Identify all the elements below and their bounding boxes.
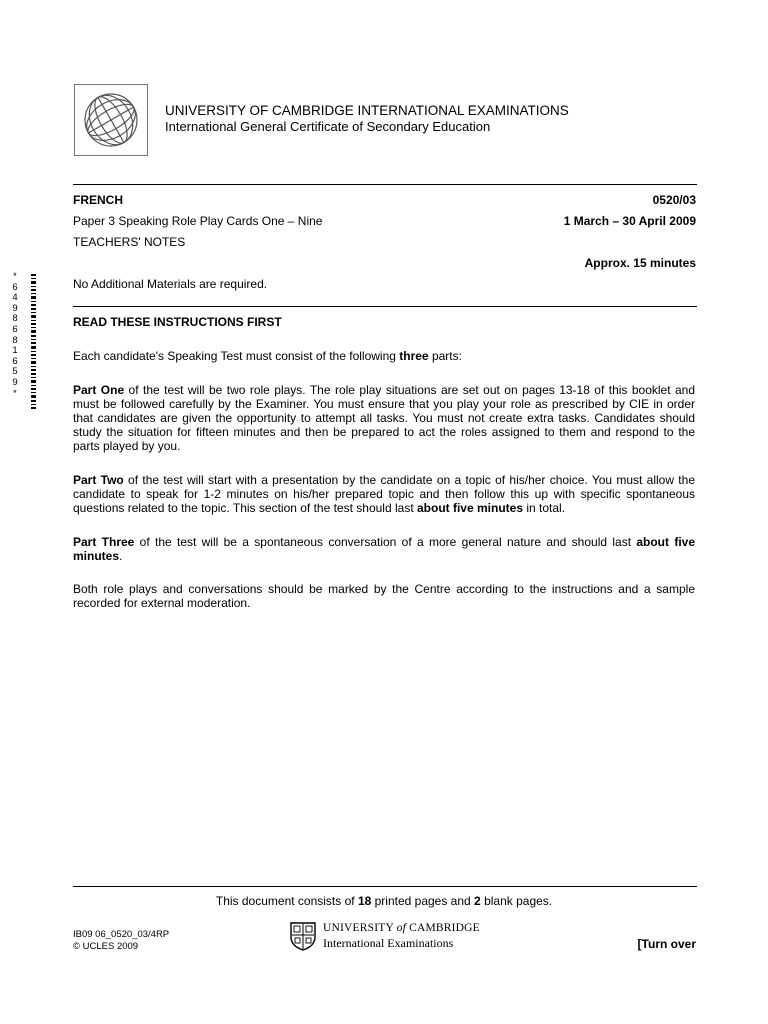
reference-code: IB09 06_0520_03/4RP	[73, 929, 170, 940]
barcode-digit: 6	[12, 355, 18, 367]
reference-block	[73, 929, 169, 953]
materials-note: No Additional Materials are required.	[73, 277, 268, 291]
closing-paragraph: Both role plays and conversations should be marked by the Centre according to the instructions and a sample recorded for external moderation.	[73, 582, 695, 610]
barcode-digit: 9	[12, 302, 18, 314]
barcode-digit: 1	[12, 345, 18, 357]
globe-logo	[74, 84, 148, 156]
top-divider	[73, 184, 697, 185]
barcode-digit: 8	[12, 313, 18, 325]
barcode-digit: 8	[12, 334, 18, 346]
barcode-digit: 9	[12, 376, 18, 388]
footer-divider	[73, 886, 697, 887]
cambridge-subtitle: International Examinations	[323, 936, 454, 950]
duration: Approx. 15 minutes	[584, 256, 696, 270]
intro-paragraph: Each candidate's Speaking Test must consist of the following three parts:	[73, 349, 462, 363]
middle-divider	[73, 306, 697, 307]
barcode-digits	[9, 272, 23, 410]
exam-dates: 1 March – 30 April 2009	[563, 214, 696, 228]
certificate-title: International General Certificate of Secondary Education	[165, 119, 491, 134]
barcode-digit: 4	[12, 292, 18, 304]
paper-title: Paper 3 Speaking Role Play Cards One – Nine	[73, 214, 323, 228]
globe-icon	[80, 89, 142, 151]
organisation-title: UNIVERSITY OF CAMBRIDGE INTERNATIONAL EXAMINATIONS	[165, 103, 569, 118]
barcode-digit: 6	[12, 281, 18, 293]
part-two-paragraph: Part Two of the test will start with a presentation by the candidate on a topic of his/her choice. You must allow the candidate to speak for 1-2 minutes on his/her prepared topic and then follow this up with specific spontaneous questions related to the topic. This section of the test should last about five minutes in total.	[73, 473, 695, 515]
cambridge-shield-icon	[289, 921, 317, 956]
copyright: © UCLES 2009	[73, 941, 139, 952]
page-count: This document consists of 18 printed pages and 2 blank pages.	[215, 894, 553, 908]
barcode	[22, 272, 36, 410]
barcode-digit: *	[13, 271, 17, 282]
barcode-digit: *	[13, 387, 17, 399]
barcode-digit: 5	[12, 366, 18, 378]
notes-label: TEACHERS' NOTES	[73, 235, 186, 249]
turn-over: [Turn over	[637, 937, 696, 951]
cambridge-wordmark: UNIVERSITY of CAMBRIDGE	[323, 922, 480, 934]
barcode-digit: 6	[12, 323, 18, 335]
paper-code: 0520/03	[652, 193, 696, 207]
subject: FRENCH	[73, 193, 123, 207]
part-one-paragraph: Part One of the test will be two role plays. The role play situations are set out on pages 13-18 of this booklet and must be followed carefully by the Examiner. You must ensure that you play your role as prescribed by CIE in order that candidates are given the opportunity to attempt all tasks. You must not create extra tasks. Candidates should study the situation for fifteen minutes and then be prepared to act the roles assigned to them and respond to the parts played by you.	[73, 383, 695, 453]
instructions-heading: READ THESE INSTRUCTIONS FIRST	[73, 315, 282, 329]
part-three-paragraph: Part Three of the test will be a spontaneous conversation of a more general nature and should last about five minutes.	[73, 535, 695, 563]
